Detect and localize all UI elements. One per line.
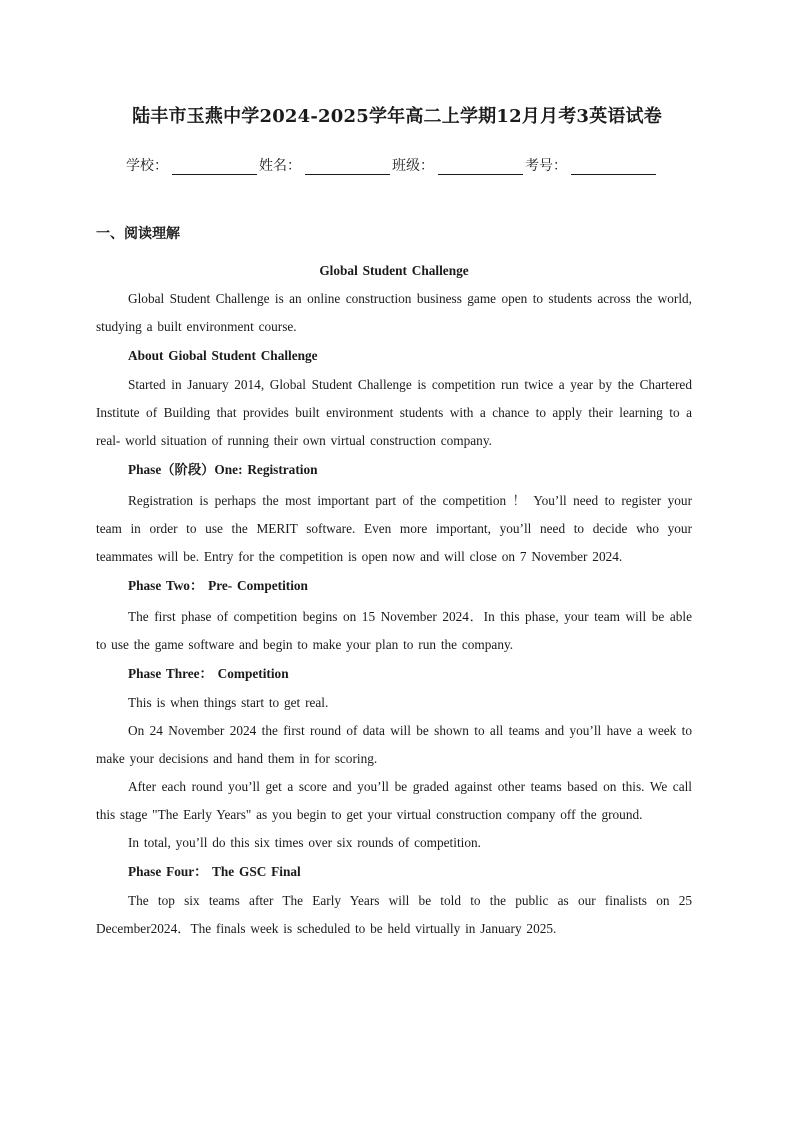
name-blank[interactable] <box>305 158 390 175</box>
phase3-paragraph-2: On 24 November 2024 the first round of data will be shown to all teams and you’ll have a week to make your decisions and hand them in for scoring. <box>96 723 692 766</box>
class-label: 班级： <box>392 158 434 174</box>
about-heading: About Giobal Student Challenge <box>128 348 318 363</box>
school-blank[interactable] <box>172 158 257 175</box>
article-title: Global Student Challenge <box>319 263 469 278</box>
exam-number-label: 考号： <box>525 158 567 174</box>
student-info-line <box>126 155 658 175</box>
phase4-text: The top six teams after The Early Years will be told to the public as our finalists on 25 December2024．The finals week is scheduled to be held virtually in January 2025. <box>96 893 692 936</box>
phase3-paragraph-3: After each round you’ll get a score and you’ll be graded against other teams based on this. We call this stage "The Early Years" as you begin to get your virtual construction company off the ground. <box>96 779 692 822</box>
article-intro: Global Student Challenge is an online construction business game open to students across the world, studying a built environment course. <box>96 291 692 334</box>
reading-passage <box>96 257 692 943</box>
class-blank[interactable] <box>438 158 523 175</box>
phase3-paragraph-1: This is when things start to get real. <box>128 695 329 710</box>
about-text: Started in January 2014, Global Student Challenge is competition run twice a year by the Chartered Institute of Building that provides built environment students with a chance to apply their learning to a real- world situation of running their own virtual construction company. <box>96 377 692 448</box>
phase2-heading: Phase Two： Pre- Competition <box>128 578 308 593</box>
name-label: 姓名： <box>259 158 301 174</box>
phase3-heading: Phase Three： Competition <box>128 666 289 681</box>
class-field <box>392 155 525 175</box>
school-field <box>126 155 259 175</box>
name-field <box>259 155 392 175</box>
section-heading: 一、阅读理解 <box>96 226 180 242</box>
phase4-heading: Phase Four： The GSC Final <box>128 864 301 879</box>
exam-number-field <box>525 155 658 175</box>
phase2-text: The first phase of competition begins on 15 November 2024．In this phase, your team will be able to use the game software and begin to make your plan to run the company. <box>96 609 692 652</box>
phase1-text: Registration is perhaps the most important part of the competition ！ You’ll need to register your team in order to use the MERIT software. Even more important, you’ll need to decide who your teammates will be. Entry for the competition is open now and will close on 7 November 2024. <box>96 493 692 564</box>
phase1-heading: Phase（阶段）One: Registration <box>128 462 318 477</box>
phase3-paragraph-4: In total, you’ll do this six times over six rounds of competition. <box>128 835 481 850</box>
school-label: 学校： <box>126 158 168 174</box>
exam-number-blank[interactable] <box>571 158 656 175</box>
exam-title: 陆丰市玉燕中学2024-2025学年高二上学期12月月考3英语试卷 <box>132 106 662 127</box>
